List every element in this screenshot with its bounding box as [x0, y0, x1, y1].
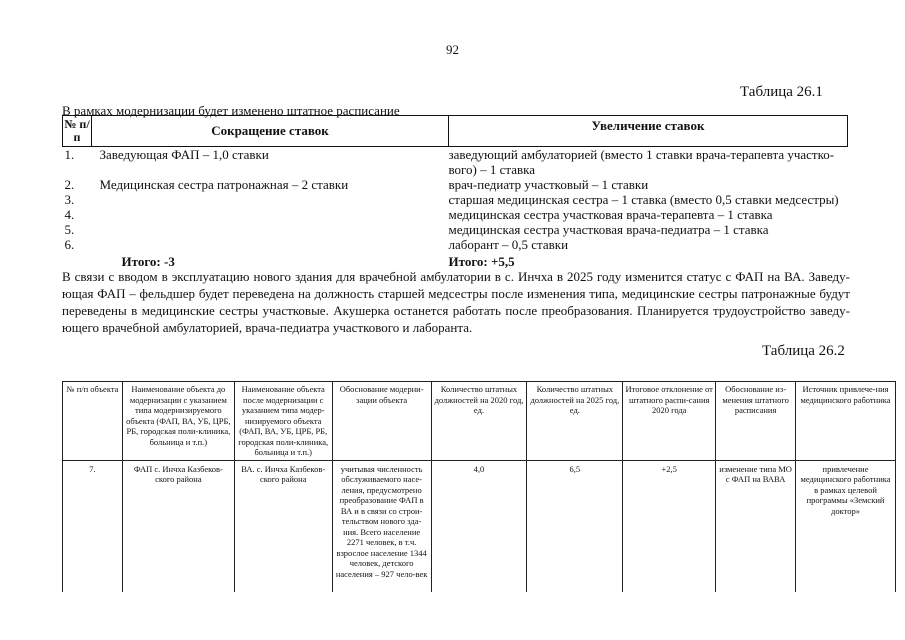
row-num: 1.: [64, 147, 75, 162]
row-increase: врач-педиатр участковый – 1 ставки: [448, 177, 649, 192]
cell-staff-2025: 6,5: [527, 460, 623, 592]
table1-caption: Таблица 26.1: [740, 84, 823, 100]
row-num: 4.: [64, 207, 75, 222]
row-increase: медицинская сестра участковая врача-терапевта – 1 ставка: [448, 207, 773, 222]
page-number: 92: [446, 42, 459, 57]
cell-deviation: +2,5: [623, 460, 716, 592]
table2-caption: Таблица 26.2: [762, 343, 845, 359]
row-increase: медицинская сестра участковая врача-педиатра – 1 ставка: [448, 222, 769, 237]
table-row: [63, 192, 848, 207]
cell-name-after: ВА. с. Инчха Казбеков-ского района: [234, 460, 332, 592]
header-reduction: Сокращение ставок: [92, 116, 449, 147]
staffing-table: [62, 115, 848, 269]
row-increase: заведующий амбулаторией (вместо 1 ставки врача-терапевта участко-вого) – 1 ставка: [448, 147, 835, 177]
header-name-before: Наименование объекта до модернизации с указанием типа модернизируемого объекта (ФАП, ВА, УБ, ЦРБ, РБ, городская поли-клиника, больница и т.п.): [122, 382, 234, 461]
row-increase: лаборант – 0,5 ставки: [448, 237, 569, 252]
cell-justification: учитывая численность обслуживаемого насе-ления, предусмотрено преобразование ФАП в ВА и в связи со строи-тельством нового зда-ния. Всего население 2271 человек, в т.ч. взрослое население 1344 человек, детского населения – 927 чело-век: [332, 460, 431, 592]
header-justification: Обоснование модерни-зации объекта: [332, 382, 431, 461]
body-paragraph: В связи с вводом в эксплуатацию нового здания для врачебной амбулатории в с. Инчха в 2025 году изменится статус с ФАП на ВА. Заведу-ющая ФАП – фельдшер будет переведена на должность старшей медсестры после изменения типа, медицинские сестры патронажные будут переведены в медицинские сестры участковые. Акушерка останется работать после преобразования. Планируется трудоустройство заведу-ющего врачебной амбулаторией, врача-педиатра участкового и лаборанта.: [62, 269, 850, 335]
table-row: [63, 460, 896, 592]
table1-intro: В рамках модернизации будет изменено штатное расписание: [62, 103, 400, 118]
modernization-table: [62, 381, 896, 592]
header-increase: Увеличение ставок: [449, 116, 848, 147]
header-source: Источник привлече-ния медицинского работника: [796, 382, 896, 461]
row-reduction: [92, 192, 449, 207]
header-change-reason: Обоснование из-менения штатного расписания: [716, 382, 796, 461]
table-row: [63, 222, 848, 237]
table-row: [63, 177, 848, 192]
row-num: 2.: [64, 177, 75, 192]
table-row: [63, 237, 848, 252]
header-name-after: Наименование объекта после модернизации с указанием типа модер-низируемого объекта (ФАП, ВА, УБ, ЦРБ, РБ, городская поли-клиника, больница и т.п.): [234, 382, 332, 461]
row-reduction: [92, 222, 449, 237]
row-reduction: Заведующая ФАП – 1,0 ставки: [99, 147, 269, 162]
header-staff-2025: Количество штатных должностей на 2025 год, ед.: [527, 382, 623, 461]
row-num: 3.: [64, 192, 75, 207]
total-reduction: Итого: -3: [121, 254, 175, 269]
row-reduction: Медицинская сестра патронажная – 2 ставки: [99, 177, 349, 192]
cell-source: привлечение медицинского работника в рамках целевой программы «Земский доктор»: [796, 460, 896, 592]
header-deviation: Итоговое отклонение от штатного распи-сания 2020 года: [623, 382, 716, 461]
header-staff-2020: Количество штатных должностей на 2020 год, ед.: [431, 382, 527, 461]
row-num: 6.: [64, 237, 75, 252]
row-increase: старшая медицинская сестра – 1 ставка (вместо 0,5 ставки медсестры): [448, 192, 839, 207]
table-row: [63, 207, 848, 222]
totals-row: [63, 252, 848, 269]
row-reduction: [92, 237, 449, 252]
header-num: № п/п: [63, 116, 92, 147]
cell-object-num: 7.: [63, 460, 123, 592]
table-row: [63, 147, 848, 178]
cell-staff-2020: 4,0: [431, 460, 527, 592]
row-num: 5.: [64, 222, 75, 237]
total-increase: Итого: +5,5: [448, 254, 515, 269]
cell-name-before: ФАП с. Инчха Казбеков-ского района: [122, 460, 234, 592]
row-reduction: [92, 207, 449, 222]
header-object-num: № п/п объекта: [63, 382, 123, 461]
cell-change-reason: изменение типа МО с ФАП на ВАВА: [716, 460, 796, 592]
